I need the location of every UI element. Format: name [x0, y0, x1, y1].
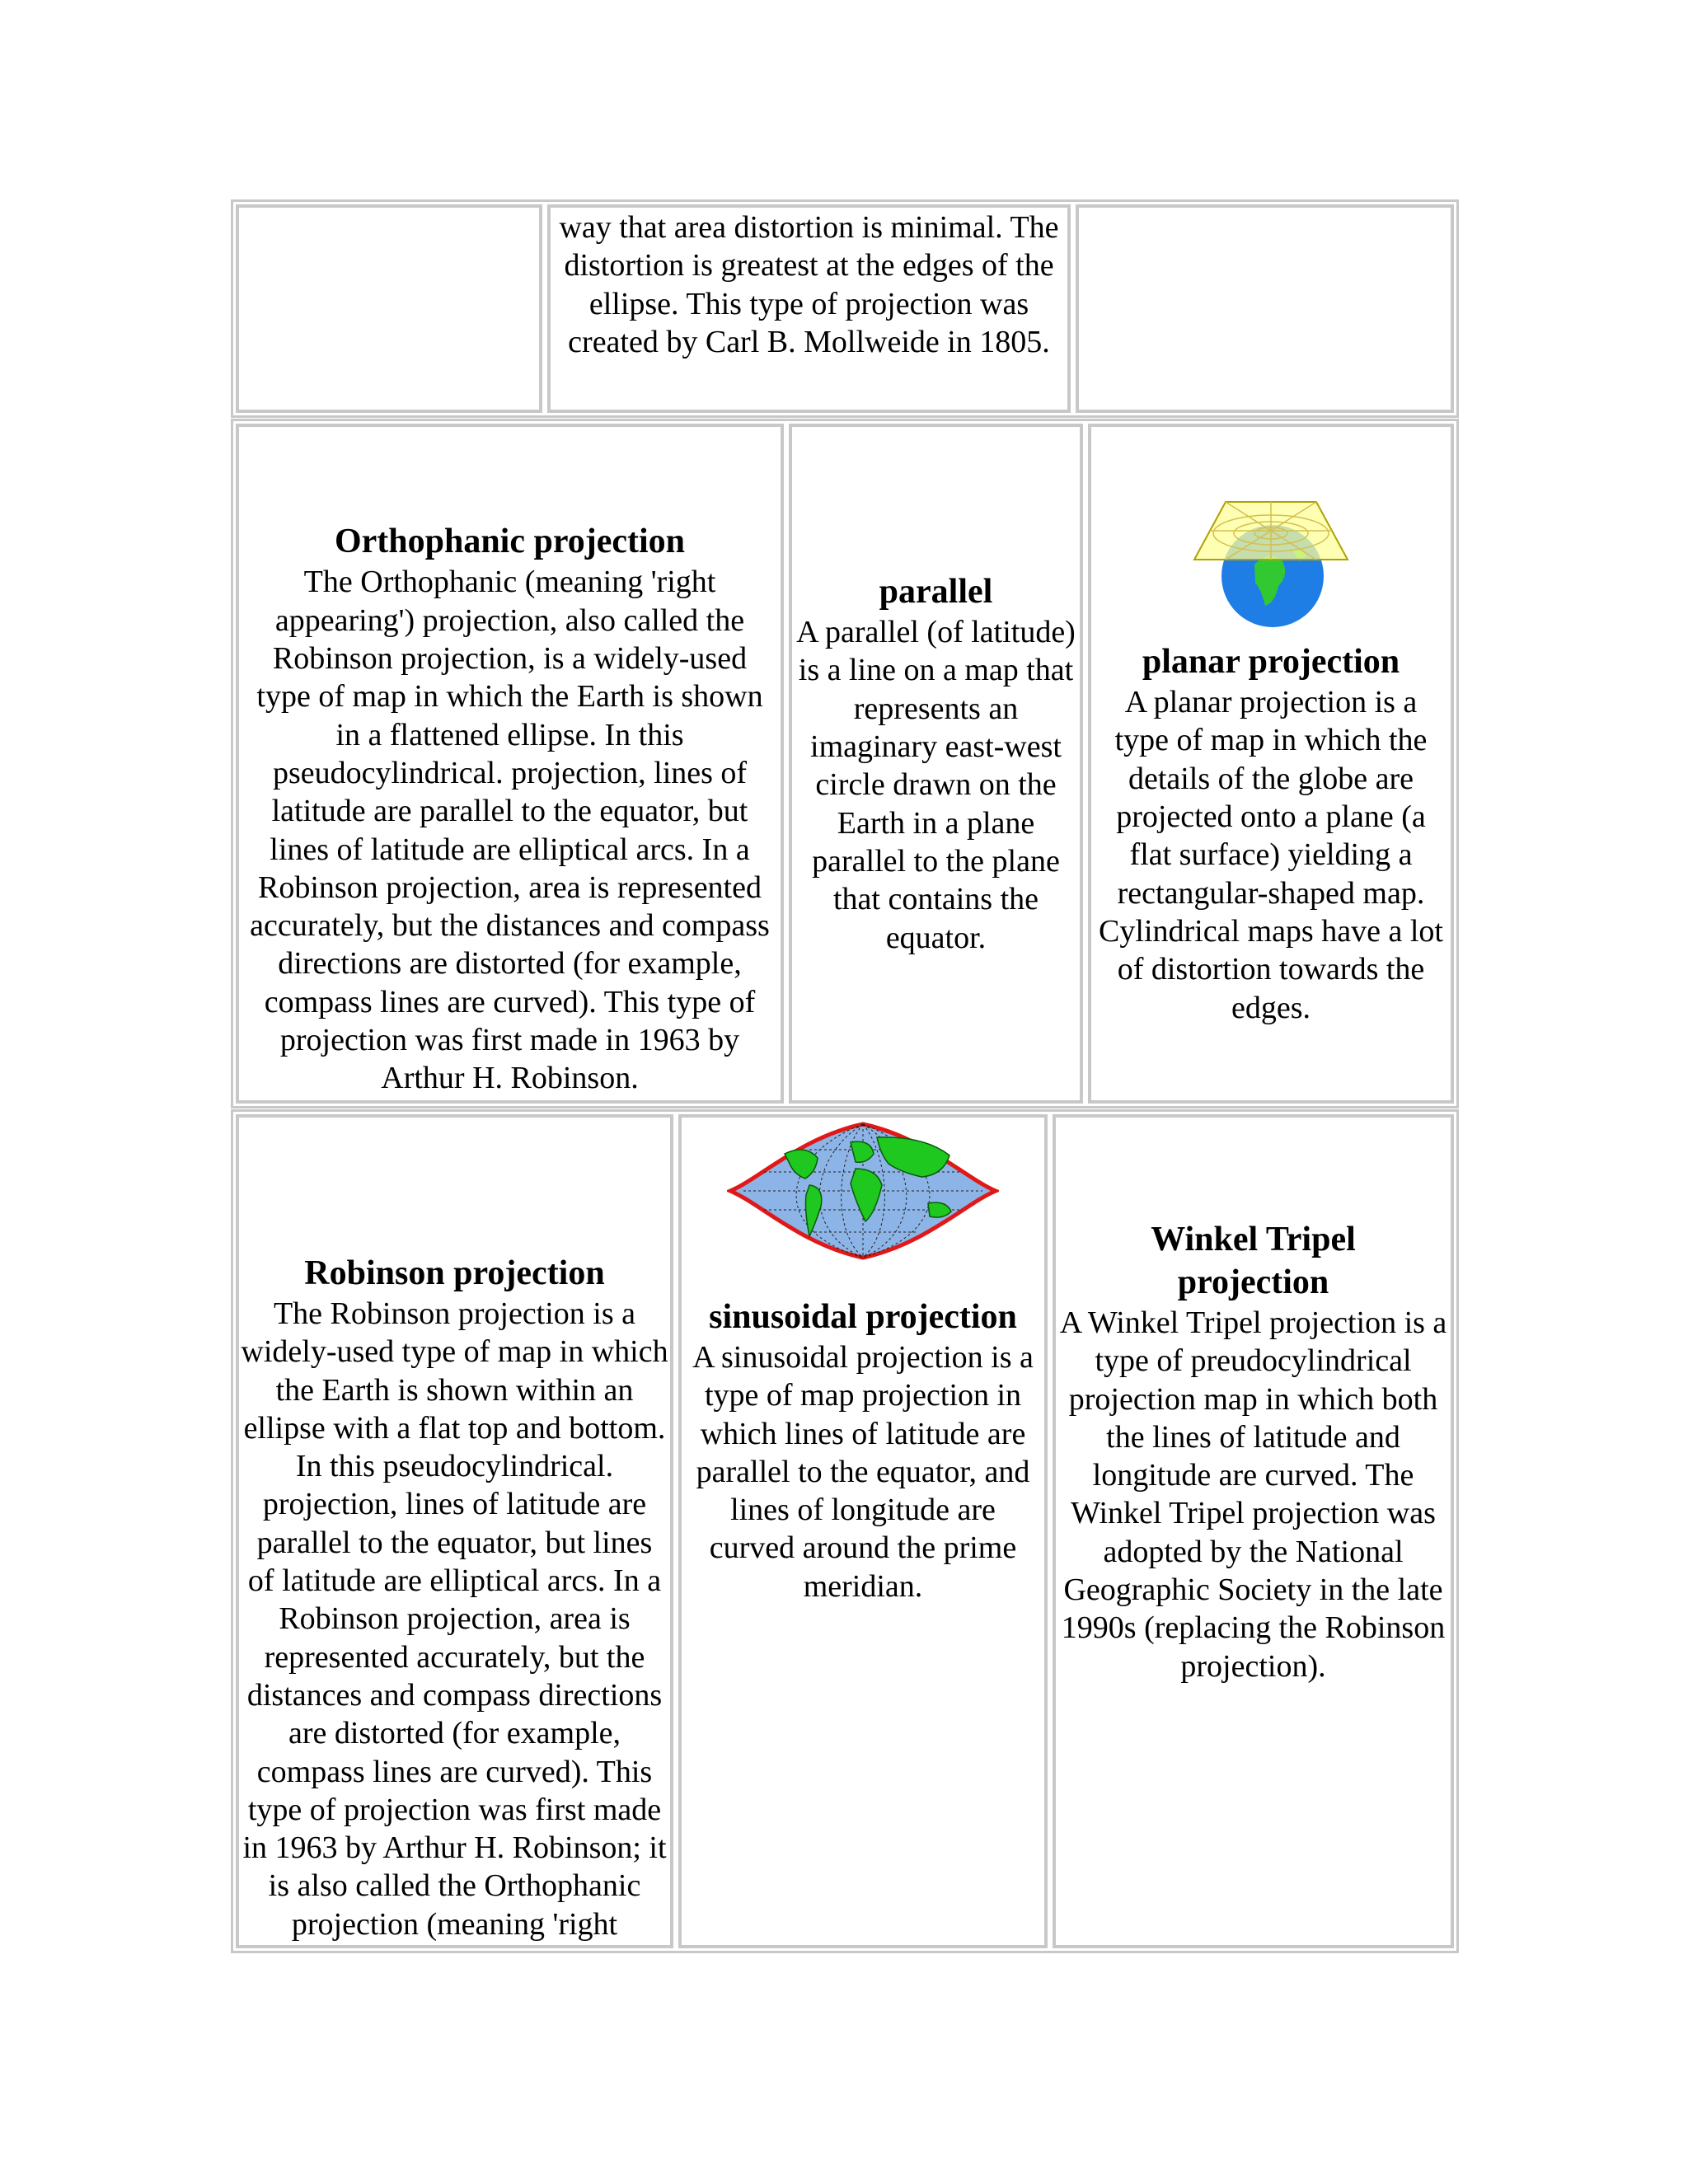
- parallel-title: parallel: [879, 573, 993, 612]
- globe-on-plane-icon: [1193, 500, 1349, 632]
- sinusoidal-cell: [678, 1114, 1048, 1948]
- orthophanic-title: Orthophanic projection: [334, 523, 686, 561]
- planar-title: planar projection: [1142, 643, 1400, 682]
- winkel-tripel-title: Winkel Tripel projection: [1151, 1221, 1356, 1301]
- table-row-mollweide-continued: [231, 199, 1459, 418]
- table-row-robinson-sinusoidal-winkel: [231, 1109, 1459, 1953]
- sinusoidal-world-map-icon: [727, 1121, 999, 1261]
- orthophanic-cell: [236, 424, 784, 1104]
- empty-cell-right: [1076, 204, 1454, 413]
- winkel-tripel-cell: [1053, 1114, 1454, 1948]
- winkel-tripel-definition: A Winkel Tripel projection is a type of preudocylindrical projection map in which both the lines of latitude and longitude are curved. The Winkel Tripel projection was adopted by the National Geographic Society in the late 1990s (replacing the Robinson projection).: [1059, 1305, 1447, 1684]
- parallel-definition: A parallel (of latitude) is a line on a map that represents an imaginary east-west circle drawn on the Earth in a plane parallel to the plane that contains the equator.: [796, 615, 1076, 955]
- empty-cell-left: [236, 204, 542, 413]
- planar-definition: A planar projection is a type of map in which the details of the globe are projected onto a plane (a flat surface) yielding a rectangular-shaped map. Cylindrical maps have a lot of distortion towards the edges.: [1099, 685, 1443, 1025]
- mollweide-definition-cell: [547, 204, 1071, 413]
- robinson-title: Robinson projection: [304, 1254, 605, 1292]
- mollweide-definition-text: way that area distortion is minimal. The distortion is greatest at the edges of the ellipse. This type of projection was created by Carl B. Mollweide in 1805.: [559, 210, 1059, 359]
- robinson-cell: [236, 1114, 673, 1948]
- parallel-cell: [789, 424, 1083, 1104]
- table-row-orthophanic-parallel-planar: [231, 419, 1459, 1108]
- robinson-definition: The Robinson projection is a widely-used type of map in which the Earth is shown within an ellipse with a flat top and bottom. In this pseudocylindrical. projection, lines of latitude are parallel to the equator, but lines of latitude are elliptical arcs. In a Robinson projection, area is represented accurately, but the distances and compass directions are distorted (for example, compass lines are curved). This type of projection was first made in 1963 by Arthur H. Robinson; it is also called the Orthophanic projection (meaning 'right: [241, 1296, 668, 1942]
- orthophanic-definition: The Orthophanic (meaning 'right appearing') projection, also called the Robinson projection, is a widely-used type of map in which the Earth is shown in a flattened ellipse. In this pseudocylindrical. projection, lines of latitude are parallel to the equator, but lines of latitude are elliptical arcs. In a Robinson projection, area is represented accurately, but the distances and compass directions are distorted (for example, compass lines are curved). This type of projection was first made in 1963 by Arthur H. Robinson.: [250, 565, 770, 1096]
- sinusoidal-definition: A sinusoidal projection is a type of map projection in which lines of latitude are parallel to the equator, and lines of longitude are curved around the prime meridian.: [692, 1340, 1034, 1604]
- planar-cell: [1088, 424, 1454, 1104]
- sinusoidal-title: sinusoidal projection: [709, 1298, 1017, 1336]
